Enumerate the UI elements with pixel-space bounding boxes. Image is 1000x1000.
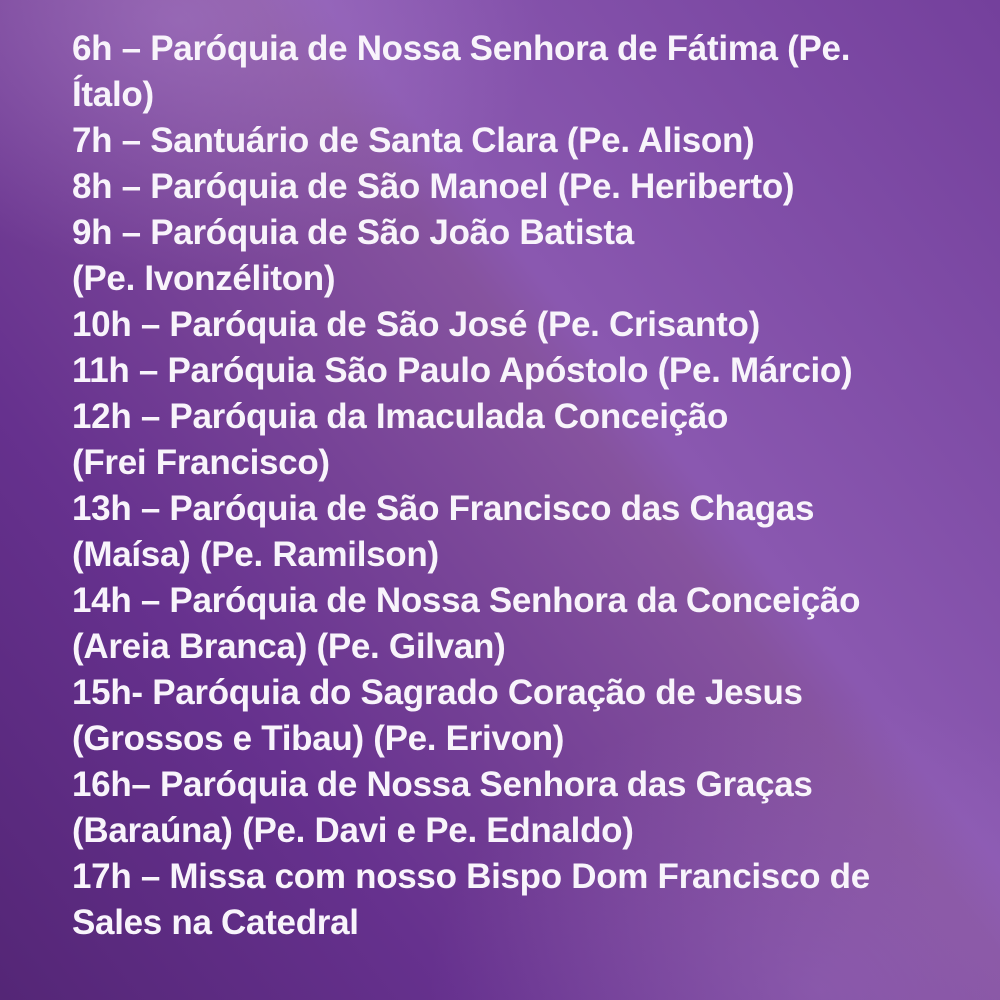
schedule-line-14h: 14h – Paróquia de Nossa Senhora da Conceição: [72, 581, 861, 620]
schedule-line-9h: 9h – Paróquia de São João Batista: [72, 213, 634, 252]
schedule-line-6h: 6h – Paróquia de Nossa Senhora de Fátima (Pe.: [72, 29, 851, 68]
schedule-line-16h-cont: (Baraúna) (Pe. Davi e Pe. Ednaldo): [72, 811, 634, 850]
schedule-line-12h-cont: (Frei Francisco): [72, 443, 330, 482]
schedule-line-9h-cont: (Pe. Ivonzéliton): [72, 259, 336, 298]
schedule-line-8h: 8h – Paróquia de São Manoel (Pe. Heriberto): [72, 167, 795, 206]
schedule-line-6h-cont: Ítalo): [72, 75, 154, 114]
schedule-line-13h-cont: (Maísa) (Pe. Ramilson): [72, 535, 439, 574]
schedule-line-17h-cont: Sales na Catedral: [72, 903, 359, 942]
schedule-line-7h: 7h – Santuário de Santa Clara (Pe. Alison): [72, 121, 755, 160]
schedule-line-11h: 11h – Paróquia São Paulo Apóstolo (Pe. Márcio): [72, 351, 853, 390]
schedule-line-13h: 13h – Paróquia de São Francisco das Chagas: [72, 489, 815, 528]
schedule-line-14h-cont: (Areia Branca) (Pe. Gilvan): [72, 627, 506, 666]
schedule-line-17h: 17h – Missa com nosso Bispo Dom Francisco de: [72, 857, 870, 896]
schedule-line-15h-cont: (Grossos e Tibau) (Pe. Erivon): [72, 719, 565, 758]
schedule-line-12h: 12h – Paróquia da Imaculada Conceição: [72, 397, 729, 436]
schedule-line-15h: 15h- Paróquia do Sagrado Coração de Jesus: [72, 673, 803, 712]
schedule-line-10h: 10h – Paróquia de São José (Pe. Crisanto): [72, 305, 760, 344]
schedule-line-16h: 16h– Paróquia de Nossa Senhora das Graças: [72, 765, 813, 804]
